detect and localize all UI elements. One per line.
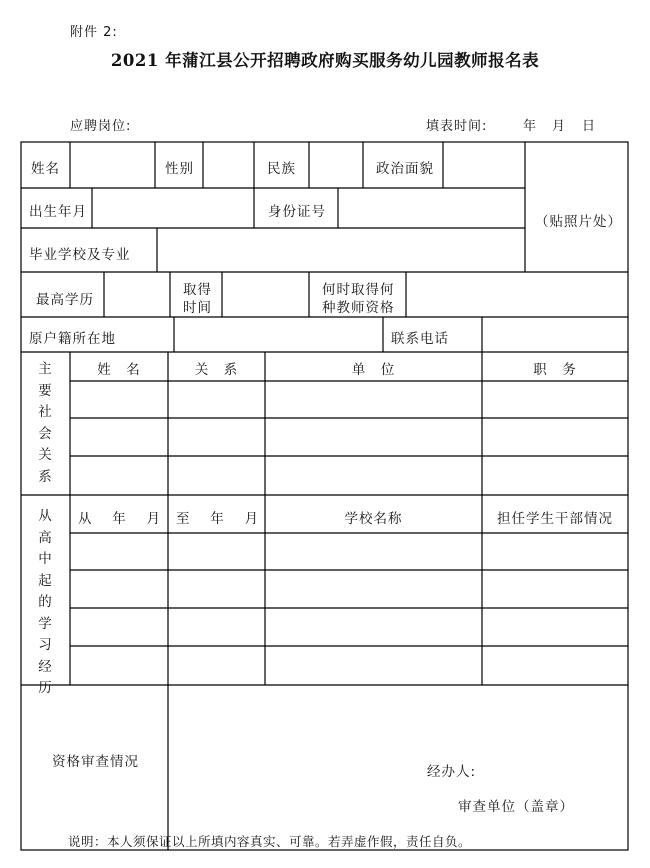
study-side-label — [35, 506, 55, 700]
family-side-char: 会 — [38, 425, 52, 442]
highest-education-label: 最高学历 — [36, 292, 94, 308]
name-label: 姓名 — [31, 161, 60, 177]
day-label: 日 — [582, 119, 597, 134]
photo-placeholder: （贴照片处） — [535, 214, 622, 230]
gender-label: 性别 — [165, 161, 194, 177]
family-side-char: 系 — [38, 468, 52, 485]
study-header-school: 学校名称 — [344, 511, 403, 527]
study-side-char: 历 — [38, 680, 52, 696]
obtain-time-label-line2: 时间 — [183, 300, 212, 316]
family-side-char: 关 — [38, 447, 52, 463]
family-header-relation: 关 系 — [194, 362, 239, 378]
study-header-to: 至 年 月 — [176, 511, 260, 527]
study-side-char: 中 — [38, 551, 52, 567]
study-side-char: 学 — [38, 615, 52, 632]
year-label: 年 — [523, 119, 538, 134]
family-header-name: 姓 名 — [97, 362, 141, 378]
footnote: 说明：本人须保证以上所填内容真实、可靠。若弄虚作假，责任自负。 — [68, 834, 472, 849]
birth-date-label: 出生年月 — [29, 204, 87, 220]
review-label: 资格审查情况 — [52, 754, 139, 770]
handler-label: 经办人: — [427, 764, 477, 780]
review-unit-label: 审查单位（盖章） — [458, 799, 574, 815]
position-label: 应聘岗位: — [70, 119, 132, 134]
study-side-char: 经 — [38, 658, 52, 675]
study-side-char: 高 — [38, 529, 52, 546]
family-side-char: 要 — [38, 382, 52, 399]
month-label: 月 — [552, 119, 567, 134]
attachment-label: 附件 2: — [70, 25, 118, 40]
ethnicity-label: 民族 — [267, 161, 296, 177]
family-header-unit: 单 位 — [351, 362, 396, 378]
id-number-label: 身份证号 — [268, 204, 326, 220]
family-side-label — [35, 359, 55, 488]
political-status-label: 政治面貌 — [376, 161, 434, 177]
study-header-from: 从 年 月 — [78, 511, 162, 527]
family-side-char: 主 — [38, 361, 52, 377]
school-major-label: 毕业学校及专业 — [29, 247, 131, 263]
study-header-cadre: 担任学生干部情况 — [497, 511, 613, 527]
qualification-label-line1: 何时取得何 — [322, 282, 395, 298]
phone-label: 联系电话 — [391, 331, 449, 347]
family-side-char: 社 — [38, 404, 52, 420]
origin-label: 原户籍所在地 — [29, 331, 116, 347]
study-side-char: 的 — [38, 594, 52, 610]
qualification-label-line2: 种教师资格 — [322, 300, 395, 316]
family-header-duty: 职 务 — [533, 362, 577, 378]
fill-time-label: 填表时间: — [426, 119, 488, 134]
study-side-char: 习 — [38, 637, 52, 653]
form-title: 2021 年蒲江县公开招聘政府购买服务幼儿园教师报名表 — [110, 51, 540, 70]
obtain-time-label-line1: 取得 — [183, 282, 212, 298]
study-side-char: 起 — [38, 572, 52, 589]
study-side-char: 从 — [38, 508, 52, 524]
